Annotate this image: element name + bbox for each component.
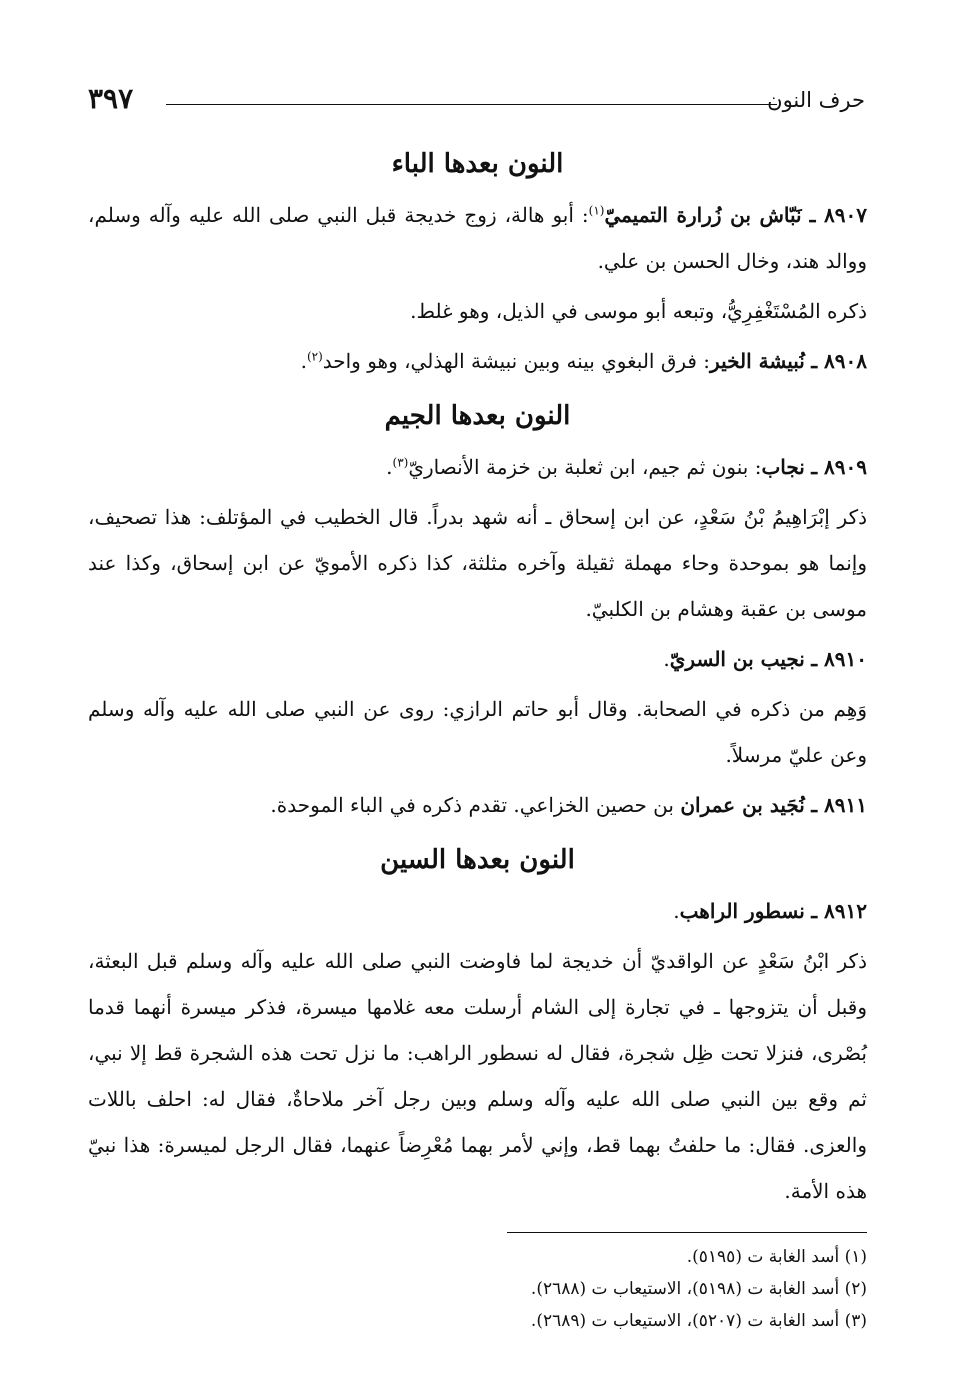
entry-8907 [88,192,867,284]
section-heading: النون بعدها الباء [391,149,564,179]
footnote-ref[interactable]: (١) [588,203,605,218]
entry-tail: . [300,349,307,373]
entry-tail: . [663,647,670,671]
main-text [88,136,867,1218]
entry-8912 [88,888,867,934]
running-title: حرف النون [767,88,865,112]
page-number: ٣٩٧ [88,82,134,115]
entry-commentary: ذكره المُسْتَغْفِرِيُّ، وتبعه أبو موسى في الذيل، وهو غلط. [410,299,867,323]
running-header [88,82,865,122]
entry-commentary: ذكر إبْرَاهِيمُ بْنُ سَعْدٍ، عن ابن إسحاق ـ أنه شهد بدراً. قال الخطيب في المؤتلف: هذا تصحيف، وإنما هو بموحدة وحاء مهملة ثقيلة وآخره مثلثة، كذا ذكره الأمويّ عن ابن إسحاق، وكذا عند موسى بن عقبة وهشام بن الكلبيّ. [88,505,867,621]
entry-name: نجاب [761,455,805,479]
section-heading: النون بعدها الجيم [384,401,571,431]
footnote-ref[interactable]: (٢) [306,349,323,364]
footnote-ref[interactable]: (٣) [392,455,409,470]
entry-name: نسطور الراهب [679,899,805,923]
entry-commentary: ذكر ابْنُ سَعْدٍ عن الواقديّ أن خديجة لما فاوضت النبي صلى الله عليه وآله وسلم قبل البعثة، وقبل أن يتزوجها ـ في تجارة إلى الشام أرسلت معه غلامها ميسرة، فذكر ميسرة أنهما قدما بُصْرى، فنزلا تحت ظِل شجرة، فقال له نسطور الراهب: ما نزل تحت هذه الشجرة قط إلا نبي، ثم وقع بين النبي صلى الله عليه وآله وسلم وبين رجل آخر ملاحاةٌ، فقال له: احلف باللات والعزى. فقال: ما حلفتُ بهما قط، وإني لأمر بهما مُعْرِضاً عنهما، فقال الرجل لميسرة: هذا نبيّ هذه الأمة. [88,949,867,1203]
section-heading: النون بعدها السين [380,845,575,875]
footnote-rule [507,1232,867,1233]
entry-tail: . [386,455,393,479]
entry-text: : أبو هالة، زوج خديجة قبل النبي صلى الله عليه وآله وسلم، ووالد هند، وخال الحسن بن علي. [88,203,867,273]
entry-8908 [88,338,867,384]
entry-commentary: وَهِم من ذكره في الصحابة. وقال أبو حاتم الرازي: روى عن النبي صلى الله عليه وآله وسلم وعن عليّ مرسلاً. [88,697,867,767]
footnote: (٢) أسد الغابة ت (٥١٩٨)، الاستيعاب ت (٢٦٨٨). [530,1279,867,1299]
entry-number: ٨٩٠٧ ـ [809,203,867,227]
entry-tail: . [673,899,680,923]
entry-text: : فرق البغوي بينه وبين نبيشة الهذلي، وهو واحد [322,349,711,373]
entry-number: ٨٩٠٩ ـ [811,455,867,479]
entry-number: ٨٩١٠ ـ [811,647,867,671]
footnote: (٣) أسد الغابة ت (٥٢٠٧)، الاستيعاب ت (٢٦٨٩). [530,1311,867,1331]
entry-8909 [88,444,867,490]
entry-number: ٨٩١١ ـ [811,793,867,817]
entry-name: نُبيشة الخير [710,349,805,373]
entry-8910 [88,636,867,682]
entry-name: نجيب بن السريّ [669,647,805,671]
entry-number: ٨٩٠٨ ـ [811,349,867,373]
entry-number: ٨٩١٢ ـ [811,899,867,923]
entry-name: نُجَيد بن عمران [680,793,805,817]
entry-text: : بنون ثم جيم، ابن ثعلبة بن خزمة الأنصاريّ [408,455,762,479]
header-rule [166,104,777,105]
entry-name: نَبّاش بن زُرارة التميميّ [604,203,802,227]
entry-8911 [88,782,867,828]
entry-text: بن حصين الخزاعي. تقدم ذكره في الباء الموحدة. [270,793,681,817]
footnote: (١) أسد الغابة ت (٥١٩٥). [686,1247,867,1267]
footnotes [88,1232,867,1337]
